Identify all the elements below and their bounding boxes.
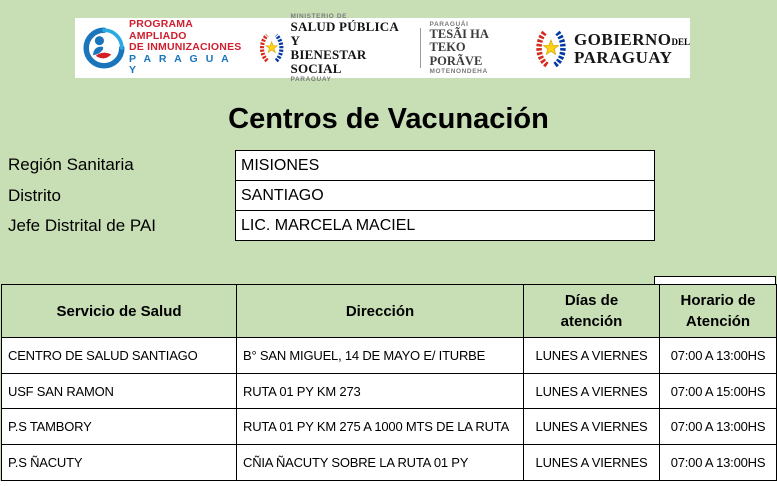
table-row [2,338,777,374]
region-sanitaria-label: Región Sanitaria [8,155,134,174]
header-dias-line1: Días de [564,292,619,309]
header-direccion [237,285,524,338]
ministry-line1: SALUD PÚBLICA Y [290,18,399,48]
cell-horario: 07:00 A 13:00HS [660,338,777,374]
cell-dias: LUNES A VIERNES [524,445,660,481]
cell-horario: 07:00 A 13:00HS [660,445,777,481]
empty-stub-cell [654,276,776,284]
cell-servicio: P.S TAMBORY [2,409,237,445]
header-dias [524,285,660,338]
pai-line1: PROGRAMA AMPLIADO [129,18,193,42]
pai-logo-text [129,19,242,77]
gobierno-line1 [574,31,690,49]
gobierno-line1-main: GOBIERNO [573,29,672,49]
header-dias-line2: atención [560,313,623,330]
header-horario-line1: Horario de [680,292,756,309]
cell-dias: LUNES A VIERNES [524,373,660,409]
ministry-logo-text [291,13,410,83]
distrito-value: SANTIAGO [236,181,654,211]
pai-line3: P A R A G U A Y [129,53,231,77]
ministry-bottom: PARAGUAY [290,76,332,84]
gobierno-line1-small: DEL [671,36,690,47]
tesai-line1: TESÃI HA TEKO [429,26,489,55]
cell-dias: LUNES A VIERNES [524,338,660,374]
jefe-distrital-value: LIC. MARCELA MACIEL [236,211,654,240]
cell-horario: 07:00 A 13:00HS [660,409,777,445]
gobierno-line2: PARAGUAY [573,47,673,67]
vaccination-centers-table [1,284,777,481]
ministry-top: MINISTERIO DE [290,12,348,20]
pai-logo-icon [83,25,125,71]
table-row [2,409,777,445]
cell-servicio: P.S ÑACUTY [2,445,237,481]
table-header-row [2,285,777,338]
ministry-logo [258,13,409,83]
table-row [2,373,777,409]
banner-divider [420,28,421,68]
region-sanitaria-value: MISIONES [236,151,654,181]
gobierno-logo [533,27,690,69]
gobierno-logo-text [574,31,690,66]
cell-servicio: CENTRO DE SALUD SANTIAGO [2,338,237,374]
cell-servicio: USF SAN RAMON [2,373,237,409]
cell-direccion: B° SAN MIGUEL, 14 DE MAYO E/ ITURBE [237,338,524,374]
distrito-label: Distrito [8,186,61,205]
table-row [2,445,777,481]
header-horario-line2: Atención [685,313,751,330]
tesai-top: PARAGUÁI [429,20,469,28]
pai-line2: DE INMUNIZACIONES [129,40,242,53]
cell-horario: 07:00 A 15:00HS [660,373,777,409]
ministry-line2: BIENESTAR SOCIAL [290,47,367,77]
pai-logo [83,19,242,77]
gobierno-emblem-icon [533,27,569,69]
header-horario [660,285,777,338]
bottom-white-strip [0,481,777,486]
cell-direccion: RUTA 01 PY KM 273 [237,373,524,409]
logo-banner [75,12,690,84]
tesai-logo-text [430,21,519,76]
tesai-bottom: MOTENONDEHA [429,68,488,76]
cell-dias: LUNES A VIERNES [524,409,660,445]
tesai-line2: PORÃVE [429,53,483,68]
header-servicio [2,285,237,338]
ministry-emblem-icon [258,30,285,66]
page-title: Centros de Vacunación [228,103,549,135]
form-values-box [235,150,655,241]
cell-direccion: RUTA 01 PY KM 275 A 1000 MTS DE LA RUTA [237,409,524,445]
header-direccion-text: Dirección [345,302,415,320]
cell-direccion: CÑIA ÑACUTY SOBRE LA RUTA 01 PY [237,445,524,481]
header-servicio-text: Servicio de Salud [56,302,182,320]
jefe-distrital-label: Jefe Distrital de PAI [8,216,157,235]
